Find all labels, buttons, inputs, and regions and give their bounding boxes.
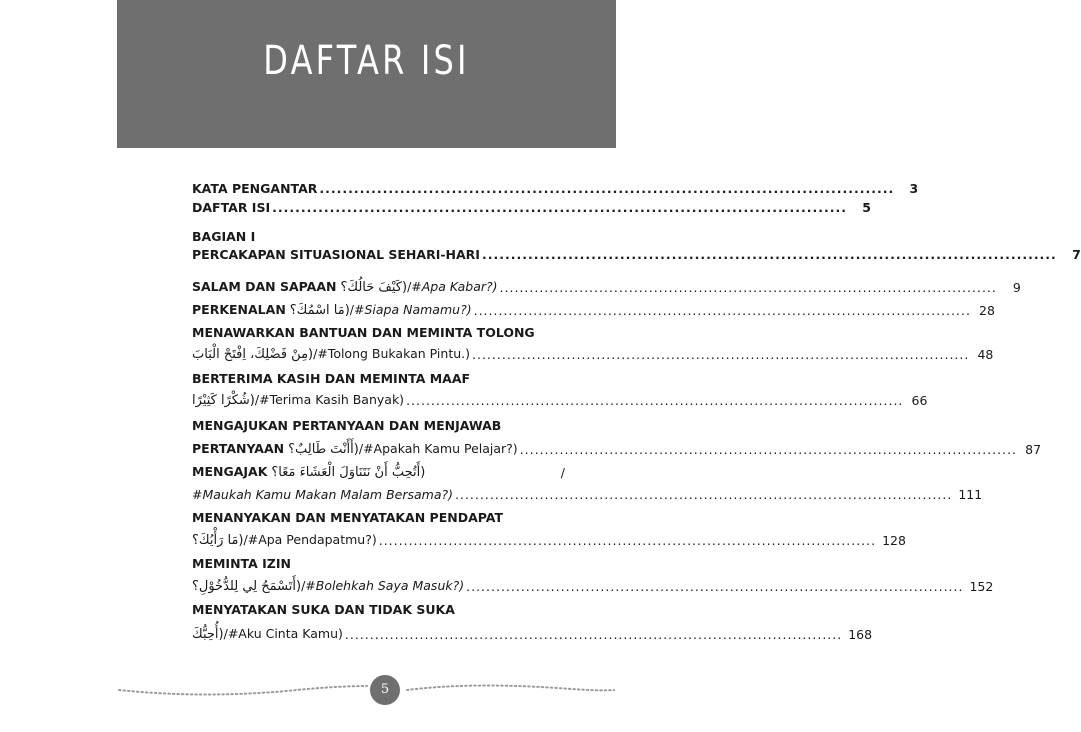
toc-entry[interactable] <box>192 199 871 217</box>
toc-leader-dots: .................................................................................................... <box>472 347 970 362</box>
toc-entry-arabic: (مَا اسْمُكَ؟ <box>289 303 350 318</box>
toc-entry-title: PERTANYAAN <box>192 441 285 456</box>
toc-entry-translation: #Aku Cinta Kamu) <box>227 626 343 641</box>
toc-entry-title: MENGAJUKAN PERTANYAAN DAN MENJAWAB <box>192 418 502 433</box>
toc-entry-arabic: (أَتُحِبُّ أَنْ نَتَنَاوَلَ الْعَشَاءَ مَعًا؟ <box>271 465 426 480</box>
toc-entry-arabic: (شُكْرًا كَثِيْرًا <box>192 393 255 408</box>
toc-entry-arabic: (مَا رَأْيُكَ؟ <box>192 533 244 548</box>
toc-page-number: 5 <box>862 200 871 215</box>
toc-entry-translation: #Apa Kabar?) <box>411 279 498 294</box>
toc-leader-dots: .................................................................................................... <box>481 247 1057 262</box>
toc-entry[interactable] <box>192 578 994 596</box>
toc-entry-separator: / <box>254 392 260 407</box>
toc-entry-separator: / <box>349 302 355 317</box>
toc-entry-title: MENYATAKAN SUKA DAN TIDAK SUKA <box>192 602 455 617</box>
toc-entry-heading <box>192 509 565 527</box>
toc-leader-dots: .................................................................................................... <box>378 533 877 548</box>
toc-entry-heading <box>192 601 565 619</box>
toc-entry[interactable] <box>192 246 1081 264</box>
page-number-badge: 5 <box>370 675 400 705</box>
toc-page-number: 66 <box>911 393 928 408</box>
toc-entry-translation: #Maukah Kamu Makan Malam Bersama?) <box>192 487 454 502</box>
toc-entry-title: DAFTAR ISI <box>192 200 271 215</box>
toc-page-number: 87 <box>1025 442 1042 457</box>
toc-entry-heading <box>192 324 565 342</box>
toc-entry-title: PERKENALAN <box>192 302 286 317</box>
toc-entry-heading <box>192 417 565 435</box>
toc-entry[interactable] <box>192 626 873 644</box>
toc-section-heading <box>192 228 565 246</box>
toc-leader-dots: .................................................................................................... <box>272 200 847 215</box>
toc-leader-dots: .................................................................................................... <box>519 442 1018 457</box>
toc-entry-arabic: (أُحِبُّكَ <box>192 627 224 642</box>
toc-entry[interactable] <box>192 532 906 550</box>
toc-page-number: 152 <box>969 579 994 594</box>
toc-entry[interactable] <box>192 392 928 410</box>
toc-leader-dots: .................................................................................................... <box>455 487 953 502</box>
toc-entry-translation: #Terima Kasih Banyak) <box>259 392 405 407</box>
toc-entry-translation: #Bolehkah Saya Masuk?) <box>305 578 465 593</box>
toc-entry-title: MENGAJAK <box>192 464 268 479</box>
toc-entry-title: BERTERIMA KASIH DAN MEMINTA MAAF <box>192 371 471 386</box>
toc-page-number: 28 <box>979 303 995 318</box>
toc-leader-dots: .................................................................................................... <box>466 579 964 594</box>
toc-entry-title: MEMINTA IZIN <box>192 556 291 571</box>
toc-page-number: 128 <box>882 533 906 548</box>
toc-entry-separator: / <box>407 279 412 294</box>
toc-entry-heading <box>192 555 565 573</box>
toc-entry-translation: #Siapa Namamu?) <box>354 302 472 317</box>
toc-entry-title: BAGIAN I <box>192 229 256 244</box>
toc-entry-heading <box>192 370 565 388</box>
toc-entry[interactable] <box>192 346 994 364</box>
toc-page-number: 168 <box>848 627 873 642</box>
toc-entry-title: KATA PENGANTAR <box>192 181 318 196</box>
toc-page-number: 111 <box>958 487 983 502</box>
toc-entry-separator: / <box>358 441 364 456</box>
toc-entry-arabic: (كَيْفَ حَالُكَ؟ <box>340 280 408 295</box>
toc-leader-dots: .................................................................................................... <box>499 280 997 295</box>
toc-entry-separator: / <box>301 578 306 593</box>
toc-leader-dots: .................................................................................................... <box>406 393 904 408</box>
toc-entry[interactable] <box>192 279 1021 297</box>
toc-page-number: 7 <box>1072 247 1081 262</box>
toc-entry[interactable] <box>192 441 1042 459</box>
toc-page-number: 3 <box>909 181 919 196</box>
toc-entry[interactable] <box>192 486 983 504</box>
toc-leader-dots: .................................................................................................... <box>473 303 971 318</box>
footer-dotted-wave <box>117 676 616 704</box>
toc-page-number: 48 <box>977 347 994 362</box>
toc-entry-separator: / <box>223 626 228 641</box>
toc-entry-title: MENAWARKAN BANTUAN DAN MEMINTA TOLONG <box>192 325 535 340</box>
toc-entry-arabic: (أَتَسْمَحُ لِي لِلدُّخُوْلِ؟ <box>192 579 302 594</box>
toc-entry-separator: / <box>243 532 248 547</box>
toc-entry-title: MENANYAKAN DAN MENYATAKAN PENDAPAT <box>192 510 503 525</box>
toc-entry-arabic: (أَأَنْتَ طَالِبٌ؟ <box>288 442 359 457</box>
toc-entry-separator: / <box>313 346 318 361</box>
toc-leader-dots: .................................................................................................... <box>319 181 895 196</box>
toc-entry-title: SALAM DAN SAPAAN <box>192 279 337 294</box>
toc-leader-dots: .................................................................................................... <box>344 627 843 642</box>
toc-entry-translation: #Tolong Bukakan Pintu.) <box>317 346 470 361</box>
toc-entry-title: PERCAKAPAN SITUASIONAL SEHARI-HARI <box>192 247 480 262</box>
toc-entry-heading <box>192 464 565 482</box>
toc-entry-translation: #Apa Pendapatmu?) <box>247 532 377 547</box>
toc-entry-arabic: (مِنْ فَضْلِكَ، اِفْتَحْ الْبَابَ <box>192 347 314 362</box>
header-banner <box>117 0 616 148</box>
page-title: DAFTAR ISI <box>263 38 470 84</box>
toc-entry-translation: #Apakah Kamu Pelajar?) <box>363 441 518 456</box>
toc-entry[interactable] <box>192 180 919 198</box>
toc-entry[interactable] <box>192 302 995 320</box>
toc-page-number: 9 <box>1012 280 1021 295</box>
toc-entry-separator: / <box>560 465 565 480</box>
